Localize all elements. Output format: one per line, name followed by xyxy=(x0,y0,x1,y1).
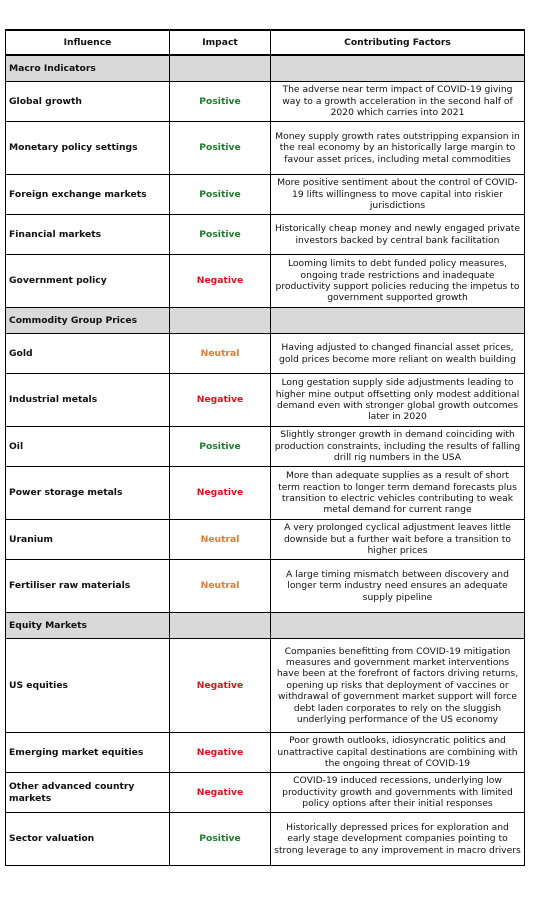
table-row xyxy=(6,520,525,560)
influence-cell: Industrial metals xyxy=(6,374,170,427)
section-spacer-factors xyxy=(271,308,525,334)
header-influence: Influence xyxy=(6,30,170,55)
influence-cell: Emerging market equities xyxy=(6,733,170,773)
table-body xyxy=(6,55,525,866)
influence-cell: Monetary policy settings xyxy=(6,122,170,175)
section-row-commodity-group-prices xyxy=(6,308,525,334)
table-row xyxy=(6,122,525,175)
table-row xyxy=(6,175,525,215)
section-title: Equity Markets xyxy=(6,613,170,639)
table-row xyxy=(6,82,525,122)
influence-table xyxy=(5,29,525,866)
factors-cell: Long gestation supply side adjustments leading to higher mine output offsetting only modest additional demand even with stronger global growth outcomes later in 2020 xyxy=(271,374,525,427)
impact-cell: Positive xyxy=(170,122,271,175)
factors-cell: Looming limits to debt funded policy measures, ongoing trade restrictions and inadequate productivity support policies reducing the impetus to government supported growth xyxy=(271,255,525,308)
influence-cell: Sector valuation xyxy=(6,813,170,866)
influence-table-container xyxy=(5,29,524,866)
impact-cell: Negative xyxy=(170,467,271,520)
factors-cell: Historically depressed prices for exploration and early stage development companies pointing to strong leverage to any improvement in macro drivers xyxy=(271,813,525,866)
influence-cell: Gold xyxy=(6,334,170,374)
impact-cell: Neutral xyxy=(170,560,271,613)
impact-cell: Negative xyxy=(170,733,271,773)
table-row xyxy=(6,639,525,733)
table-row xyxy=(6,733,525,773)
influence-cell: Government policy xyxy=(6,255,170,308)
table-row xyxy=(6,467,525,520)
factors-cell: Companies benefitting from COVID-19 mitigation measures and government market interventions have been at the forefront of factors driving returns, opening up risks that deployment of vaccines or withdrawal of government market support will force debt laden corporates to rely on the sluggish underlying performance of the US economy xyxy=(271,639,525,733)
section-spacer-factors xyxy=(271,55,525,82)
influence-cell: Global growth xyxy=(6,82,170,122)
influence-cell: Fertiliser raw materials xyxy=(6,560,170,613)
influence-cell: Uranium xyxy=(6,520,170,560)
factors-cell: The adverse near term impact of COVID-19 giving way to a growth acceleration in the second half of 2020 which carries into 2021 xyxy=(271,82,525,122)
factors-cell: More positive sentiment about the control of COVID-19 lifts willingness to move capital into riskier jurisdictions xyxy=(271,175,525,215)
section-title: Commodity Group Prices xyxy=(6,308,170,334)
impact-cell: Positive xyxy=(170,813,271,866)
table-row xyxy=(6,255,525,308)
influence-cell: Foreign exchange markets xyxy=(6,175,170,215)
influence-cell: Oil xyxy=(6,427,170,467)
section-title: Macro Indicators xyxy=(6,55,170,82)
impact-cell: Negative xyxy=(170,639,271,733)
factors-cell: Poor growth outlooks, idiosyncratic politics and unattractive capital destinations are combining with the ongoing threat of COVID-19 xyxy=(271,733,525,773)
influence-cell: Other advanced country markets xyxy=(6,773,170,813)
impact-cell: Neutral xyxy=(170,334,271,374)
factors-cell: Having adjusted to changed financial asset prices, gold prices become more reliant on wealth building xyxy=(271,334,525,374)
influence-cell: Financial markets xyxy=(6,215,170,255)
factors-cell: Slightly stronger growth in demand coinciding with production constraints, including the results of falling drill rig numbers in the USA xyxy=(271,427,525,467)
factors-cell: COVID-19 induced recessions, underlying low productivity growth and governments with limited policy options after their initial responses xyxy=(271,773,525,813)
impact-cell: Negative xyxy=(170,374,271,427)
influence-cell: Power storage metals xyxy=(6,467,170,520)
table-row xyxy=(6,773,525,813)
header-impact: Impact xyxy=(170,30,271,55)
section-spacer-factors xyxy=(271,613,525,639)
table-row xyxy=(6,560,525,613)
section-row-macro-indicators xyxy=(6,55,525,82)
impact-cell: Neutral xyxy=(170,520,271,560)
impact-cell: Positive xyxy=(170,427,271,467)
factors-cell: Money supply growth rates outstripping expansion in the real economy by an historically large margin to favour asset prices, including metal commodities xyxy=(271,122,525,175)
impact-cell: Positive xyxy=(170,215,271,255)
factors-cell: Historically cheap money and newly engaged private investors backed by central bank facilitation xyxy=(271,215,525,255)
table-row xyxy=(6,334,525,374)
impact-cell: Negative xyxy=(170,255,271,308)
section-spacer-impact xyxy=(170,613,271,639)
header-factors: Contributing Factors xyxy=(271,30,525,55)
factors-cell: A very prolonged cyclical adjustment leaves little downside but a further wait before a transition to higher prices xyxy=(271,520,525,560)
impact-cell: Negative xyxy=(170,773,271,813)
table-row xyxy=(6,374,525,427)
table-row xyxy=(6,427,525,467)
factors-cell: More than adequate supplies as a result of short term reaction to longer term demand forecasts plus transition to electric vehicles contributing to weak metal demand for current range xyxy=(271,467,525,520)
influence-cell: US equities xyxy=(6,639,170,733)
header-row xyxy=(6,30,525,55)
section-spacer-impact xyxy=(170,308,271,334)
impact-cell: Positive xyxy=(170,82,271,122)
section-row-equity-markets xyxy=(6,613,525,639)
factors-cell: A large timing mismatch between discovery and longer term industry need ensures an adequate supply pipeline xyxy=(271,560,525,613)
impact-cell: Positive xyxy=(170,175,271,215)
table-row xyxy=(6,215,525,255)
table-row xyxy=(6,813,525,866)
section-spacer-impact xyxy=(170,55,271,82)
